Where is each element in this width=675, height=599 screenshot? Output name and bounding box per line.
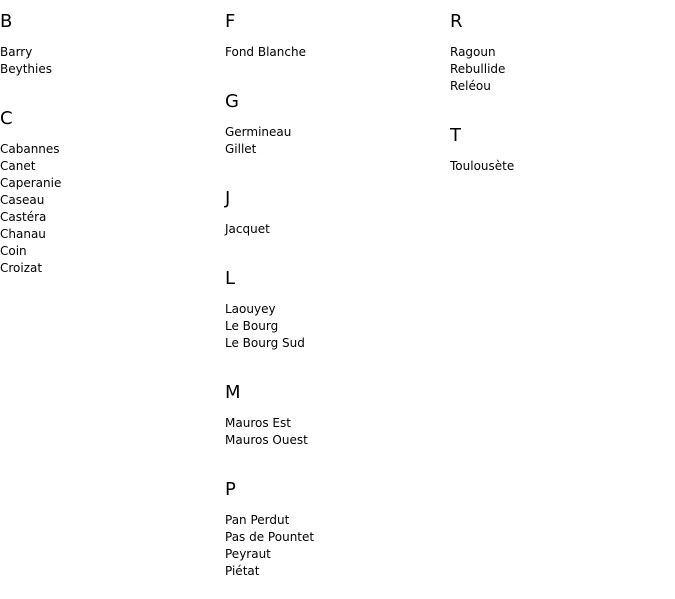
list-item	[0, 260, 220, 277]
list-item	[225, 512, 445, 529]
letter-group	[0, 97, 220, 296]
list-item	[450, 78, 670, 95]
place-list	[225, 289, 445, 371]
list-item	[225, 318, 445, 335]
place-link[interactable]: Caperanie	[0, 176, 62, 190]
list-item	[225, 432, 445, 449]
place-link[interactable]: Ragoun	[450, 45, 496, 59]
index-column-1	[0, 0, 220, 296]
place-link[interactable]: Canet	[0, 159, 36, 173]
letter-heading: T	[450, 125, 461, 146]
list-item	[0, 175, 220, 192]
place-link[interactable]: Pas de Pountet	[225, 530, 315, 544]
letter-group	[225, 177, 445, 257]
place-link[interactable]: Barry	[0, 45, 33, 59]
letter-heading: J	[225, 188, 231, 209]
list-item	[225, 415, 445, 432]
list-item	[0, 61, 220, 78]
list-item	[450, 44, 670, 61]
place-link[interactable]: Le Bourg	[225, 319, 279, 333]
place-link[interactable]: Cabannes	[0, 142, 60, 156]
letter-group	[0, 0, 220, 97]
list-item	[225, 141, 445, 158]
place-link[interactable]: Caseau	[0, 193, 45, 207]
list-item	[225, 335, 445, 352]
letter-group	[225, 80, 445, 177]
list-item	[225, 301, 445, 318]
place-link[interactable]: Chanau	[0, 227, 46, 241]
letter-group	[225, 0, 445, 80]
place-link[interactable]: Jacquet	[225, 222, 270, 236]
place-link[interactable]: Laouyey	[225, 302, 276, 316]
letter-group	[450, 0, 670, 114]
list-item	[225, 124, 445, 141]
letter-heading: G	[225, 91, 239, 112]
letter-group	[225, 257, 445, 371]
place-link[interactable]: Beythies	[0, 62, 52, 76]
letter-heading: P	[225, 479, 236, 500]
place-link[interactable]: Toulousète	[450, 159, 515, 173]
place-link[interactable]: Mauros Ouest	[225, 433, 308, 447]
place-link[interactable]: Coin	[0, 244, 27, 258]
letter-heading: M	[225, 382, 241, 403]
letter-group	[225, 371, 445, 468]
place-link[interactable]: Peyraut	[225, 547, 271, 561]
place-list	[0, 32, 220, 97]
letter-heading: F	[225, 11, 236, 32]
index-column-3	[450, 0, 670, 194]
letter-heading: C	[0, 108, 13, 129]
list-item	[0, 226, 220, 243]
place-list	[450, 32, 670, 114]
place-link[interactable]: Croizat	[0, 261, 43, 275]
place-list	[450, 146, 670, 194]
list-item	[0, 192, 220, 209]
letter-heading: B	[0, 11, 13, 32]
place-list	[225, 403, 445, 468]
letter-heading: R	[450, 11, 463, 32]
list-item	[225, 44, 445, 61]
letter-heading: L	[225, 268, 236, 289]
place-link[interactable]: Fond Blanche	[225, 45, 306, 59]
place-list	[225, 209, 445, 257]
place-list	[0, 129, 220, 296]
list-item	[225, 563, 445, 580]
index-column-2	[225, 0, 445, 599]
list-item	[225, 546, 445, 563]
place-link[interactable]: Piétat	[225, 564, 260, 578]
list-item	[0, 209, 220, 226]
list-item	[450, 158, 670, 175]
place-link[interactable]: Pan Perdut	[225, 513, 290, 527]
list-item	[0, 243, 220, 260]
place-link[interactable]: Gillet	[225, 142, 257, 156]
place-link[interactable]: Mauros Est	[225, 416, 291, 430]
place-link[interactable]: Germineau	[225, 125, 292, 139]
list-item	[225, 529, 445, 546]
list-item	[225, 221, 445, 238]
letter-group	[225, 468, 445, 599]
place-link[interactable]: Rebullide	[450, 62, 506, 76]
place-link[interactable]: Reléou	[450, 79, 491, 93]
list-item	[450, 61, 670, 78]
place-link[interactable]: Le Bourg Sud	[225, 336, 305, 350]
list-item	[0, 44, 220, 61]
place-list	[225, 32, 445, 80]
list-item	[0, 141, 220, 158]
place-list	[225, 112, 445, 177]
place-link[interactable]: Castéra	[0, 210, 47, 224]
list-item	[0, 158, 220, 175]
place-list	[225, 500, 445, 599]
letter-group	[450, 114, 670, 194]
